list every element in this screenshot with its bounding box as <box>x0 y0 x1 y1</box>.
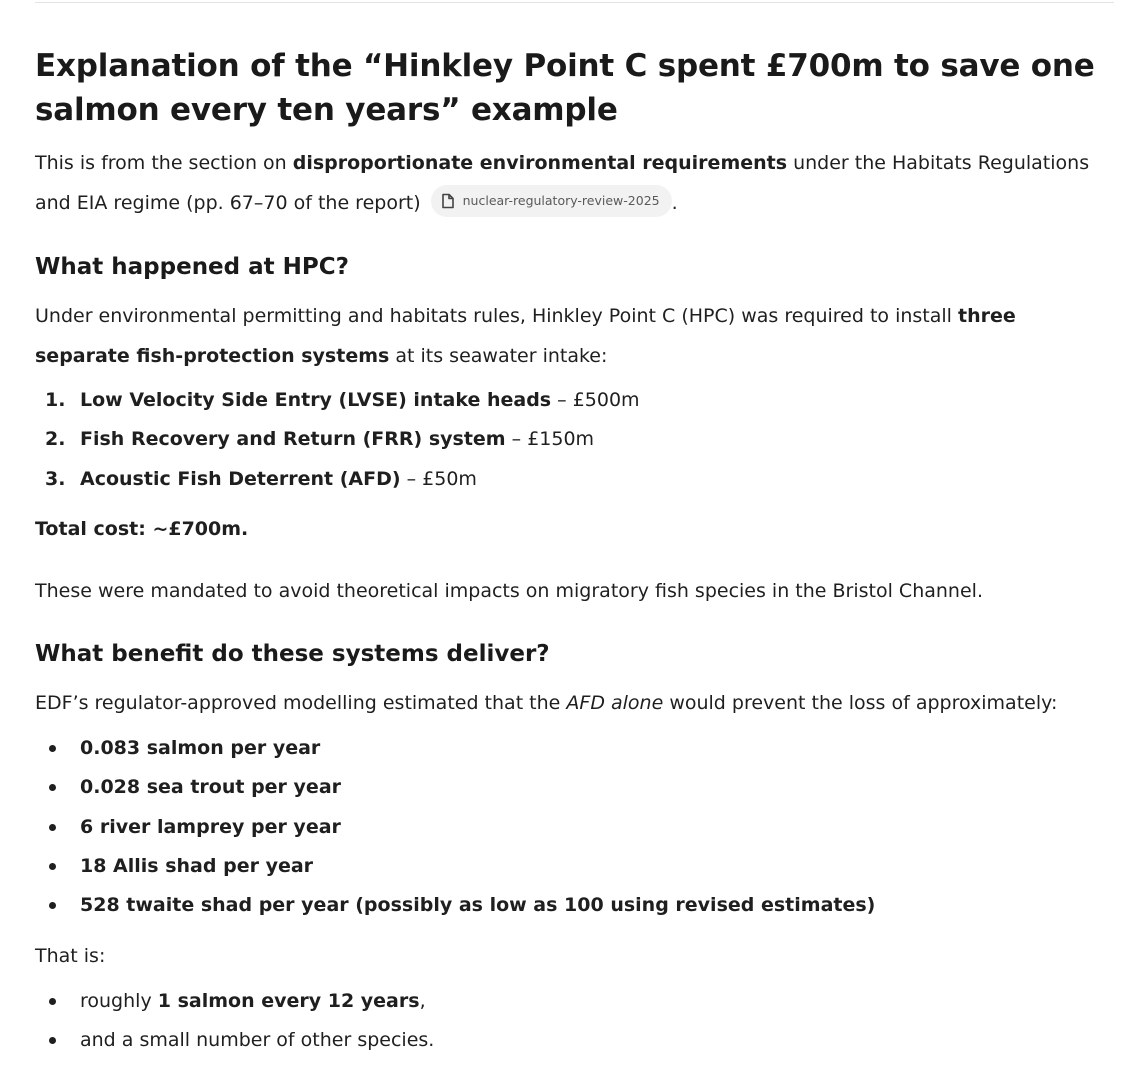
main-heading: Explanation of the “Hinkley Point C spent £700m to save one salmon every ten years” example <box>35 48 1095 128</box>
bullet-dot <box>49 998 56 1005</box>
bullet-dot <box>49 784 56 791</box>
citation-chip[interactable] <box>431 185 672 217</box>
bullet-dot <box>49 745 56 752</box>
bullet-dot <box>49 902 56 909</box>
that-is-label: That is: <box>35 945 106 967</box>
section2-paragraph: EDF’s regulator-approved modelling estimated that the AFD alone would prevent the loss of approximately: <box>35 692 1058 714</box>
section1-closing: These were mandated to avoid theoretical impacts on migratory fish species in the Bristol Channel. <box>35 580 983 602</box>
section1-paragraph: Under environmental permitting and habitats rules, Hinkley Point C (HPC) was required to install three separate fish-protection systems at its seawater intake: <box>35 305 1016 367</box>
citation-label: nuclear-regulatory-review-2025 <box>462 192 660 208</box>
document-icon <box>441 193 455 209</box>
bullet-dot <box>49 1037 56 1044</box>
section-heading-what-happened: What happened at HPC? <box>35 254 349 280</box>
total-cost: Total cost: ~£700m. <box>35 518 249 540</box>
document-page: Explanation of the “Hinkley Point C spent £700m to save one salmon every ten years” example This is from the section on disproportionate environmental requirements under the Habitats Regulations and EIA regime (pp. 67–70 of the report) nuclear-regulatory-review-2025 . What happened at HPC? Under environmental permitting and habitats rules, Hinkley Point C (HPC) was required to install three separate fish-protection systems at its seawater intake: 1. Low Velocity Side Entry (LVSE) intake heads – £500m 2. Fish Recovery and Return (FRR) system – £150m 3. Acoustic Fish Deterrent (AFD) – £50m Total cost: ~£700m. These were mandated to avoid theoretical impacts on migratory fish species in the Bristol Channel. What benefit do these systems deliver? EDF’s regulator-approved modelling estimated that the AFD alone would prevent the loss of approximately: 0.083 salmon per year 0.028 sea trout per year 6 river lamprey per year 18 Allis shad per year 528 twaite shad per year (possibly as low as 100 using revised estimates) That is: roughly 1 salmon every 12 years, and a small number of other species. <box>0 0 1139 1071</box>
section-heading-benefit: What benefit do these systems deliver? <box>35 641 550 667</box>
top-divider <box>35 2 1114 3</box>
bullet-dot <box>49 863 56 870</box>
bullet-dot <box>49 824 56 831</box>
intro-paragraph: This is from the section on disproportionate environmental requirements under the Habitats Regulations and EIA regime (pp. 67–70 of the report) nuclear-regulatory-review-2025 . <box>35 143 1115 223</box>
